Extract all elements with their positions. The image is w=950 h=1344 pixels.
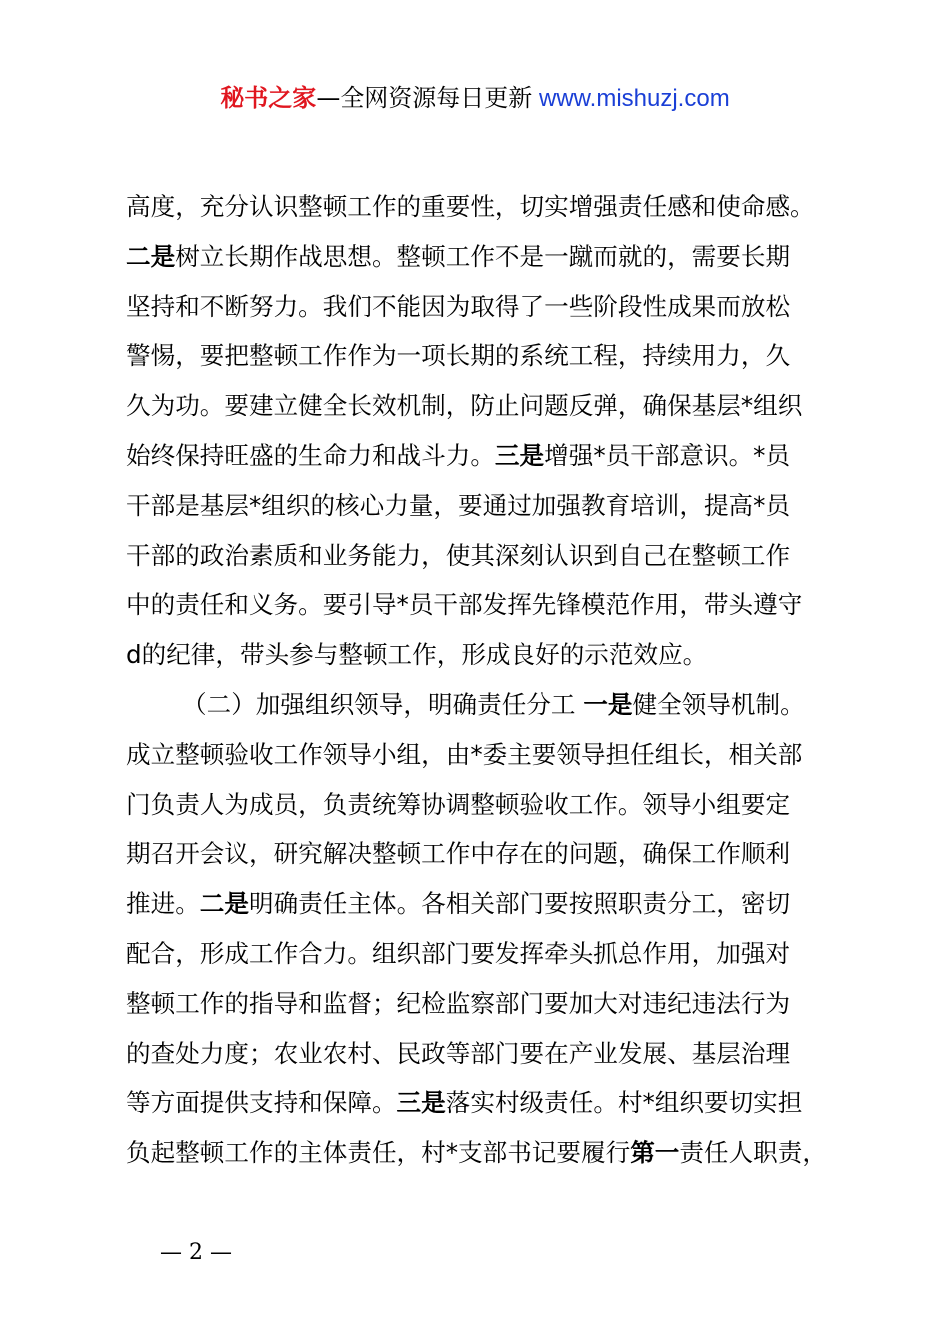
text-segment: 高度，充分认识整顿工作的重要性，切实增强责任感和使命感。 xyxy=(126,192,815,221)
text-line xyxy=(126,381,838,431)
text-line xyxy=(126,929,838,979)
text-line xyxy=(126,1078,838,1128)
site-header xyxy=(0,78,950,118)
text-line xyxy=(126,780,838,830)
bold-keyword: 二是 xyxy=(199,889,249,919)
text-line xyxy=(126,1128,838,1178)
text-segment: 责任人职责， xyxy=(679,1138,827,1168)
text-segment: 成立整顿验收工作领导小组，由*委主要领导担任组长，相关部 xyxy=(126,739,803,769)
text-line xyxy=(126,282,838,332)
text-line xyxy=(126,431,838,481)
bold-keyword: 第一 xyxy=(630,1138,680,1168)
text-segment: 配合，形成工作合力。组织部门要发挥牵头抓总作用，加强对 xyxy=(126,938,791,968)
text-segment: 负起整顿工作的主体责任，村*支部书记要履行 xyxy=(126,1138,631,1168)
text-segment: 明确责任主体。各相关部门要按照职责分工，密切 xyxy=(249,889,791,919)
text-segment: 始终保持旺盛的生命力和战斗力。 xyxy=(126,440,495,470)
text-line xyxy=(126,580,838,630)
text-segment: 中的责任和义务。要引导*员干部发挥先锋模范作用，带头遵守 xyxy=(126,590,803,620)
bold-keyword: 二是 xyxy=(126,241,176,271)
text-segment: 的查处力度；农业农村、民政等部门要在产业发展、基层治理 xyxy=(126,1038,791,1068)
header-slogan: —全网资源每日更新 xyxy=(316,84,533,112)
text-segment: d的纪律，带头参与整顿工作，形成良好的示范效应。 xyxy=(126,640,708,670)
bold-keyword: 三是 xyxy=(396,1088,446,1118)
text-line xyxy=(126,979,838,1029)
text-line xyxy=(126,182,838,232)
text-segment: 树立长期作战思想。整顿工作不是一蹴而就的，需要长期 xyxy=(175,241,791,271)
text-line xyxy=(126,829,838,879)
text-line xyxy=(126,232,838,282)
page-number: — 2 — xyxy=(160,1240,232,1265)
text-segment: （二）加强组织领导，明确责任分工 xyxy=(182,689,584,719)
text-segment: 干部的政治素质和业务能力，使其深刻认识到自己在整顿工作 xyxy=(126,540,791,570)
text-segment: 久为功。要建立健全长效机制，防止问题反弹，确保基层*组织 xyxy=(126,391,803,421)
text-line xyxy=(126,1029,838,1079)
bold-keyword: 三是 xyxy=(494,440,545,470)
brand-name: 秘书之家 xyxy=(220,84,317,112)
text-segment: 推进。 xyxy=(126,889,200,919)
text-segment: 落实村级责任。村*组织要切实担 xyxy=(445,1088,803,1118)
site-url[interactable]: www.mishuzj.com xyxy=(532,85,730,112)
text-line xyxy=(126,531,838,581)
text-line xyxy=(126,730,838,780)
document-body xyxy=(126,182,838,1178)
text-line xyxy=(126,481,838,531)
text-line xyxy=(126,680,838,730)
text-segment: 干部是基层*组织的核心力量，要通过加强教育培训，提高*员 xyxy=(126,490,791,520)
text-line xyxy=(126,331,838,381)
text-segment: 增强*员干部意识。*员 xyxy=(544,440,791,470)
text-line xyxy=(126,630,838,680)
text-segment: 期召开会议，研究解决整顿工作中存在的问题，确保工作顺利 xyxy=(126,839,791,869)
text-segment: 门负责人为成员，负责统筹协调整顿验收工作。领导小组要定 xyxy=(126,789,791,819)
text-line xyxy=(126,879,838,929)
text-segment: 坚持和不断努力。我们不能因为取得了一些阶段性成果而放松 xyxy=(126,291,791,321)
bold-keyword: 一是 xyxy=(583,689,633,719)
text-segment: 等方面提供支持和保障。 xyxy=(126,1088,397,1118)
text-segment: 警惕，要把整顿工作作为一项长期的系统工程，持续用力，久 xyxy=(126,341,791,371)
text-segment: 整顿工作的指导和监督；纪检监察部门要加大对违纪违法行为 xyxy=(126,988,791,1018)
text-segment: 健全领导机制。 xyxy=(632,689,805,719)
